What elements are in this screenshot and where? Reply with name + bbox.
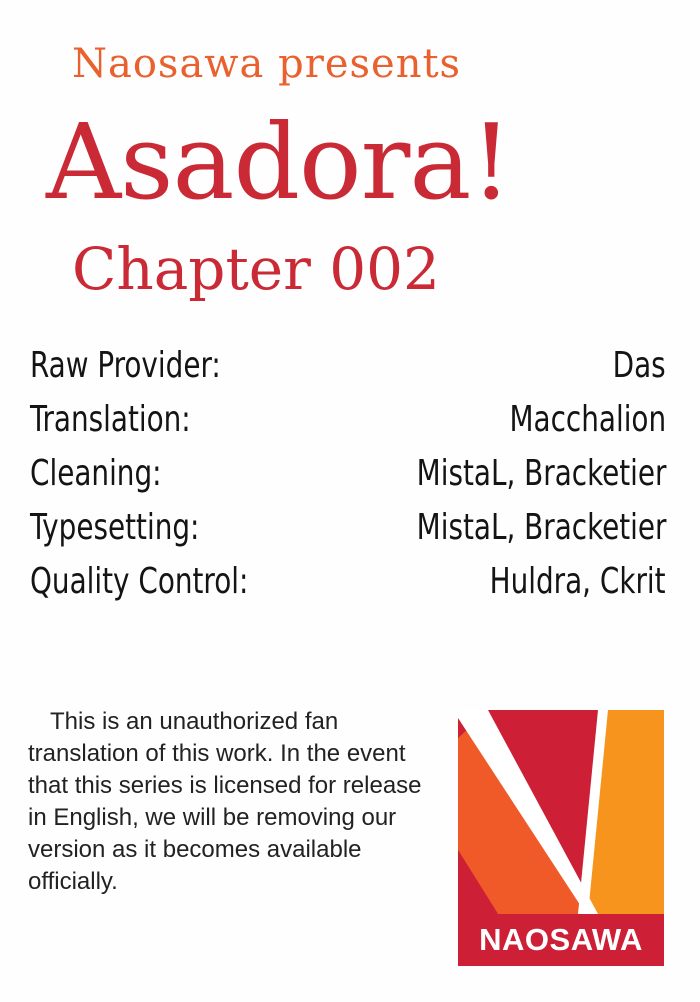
series-title: Asadora! — [46, 101, 512, 223]
credit-row-translation — [30, 399, 666, 453]
credit-role: Raw Provider: — [30, 345, 221, 386]
credit-role: Translation: — [30, 399, 191, 440]
credit-names: MistaL, Bracketier — [416, 453, 666, 494]
credit-names: MistaL, Bracketier — [416, 507, 666, 548]
chapter-number: Chapter 002 — [72, 235, 440, 303]
credit-names: Das — [612, 345, 666, 386]
naosawa-logo — [458, 710, 664, 966]
credit-names: Huldra, Ckrit — [490, 561, 666, 602]
credit-row-cleaning — [30, 453, 666, 507]
presents-line: Naosawa presents — [72, 41, 462, 87]
logo-label: NAOSAWA — [479, 922, 643, 957]
credit-row-quality-control — [30, 561, 666, 615]
credit-role: Quality Control: — [30, 561, 249, 602]
credits-list — [30, 345, 666, 615]
credit-row-typesetting — [30, 507, 666, 561]
credit-role: Cleaning: — [30, 453, 162, 494]
credit-role: Typesetting: — [30, 507, 200, 548]
disclaimer-text: This is an unauthorized fan translation of this work. In the event that this series is licensed for release in English, we will be removing our version as it becomes available officially. — [28, 708, 422, 895]
credit-row-raw-provider — [30, 345, 666, 399]
credit-names: Macchalion — [509, 399, 666, 440]
